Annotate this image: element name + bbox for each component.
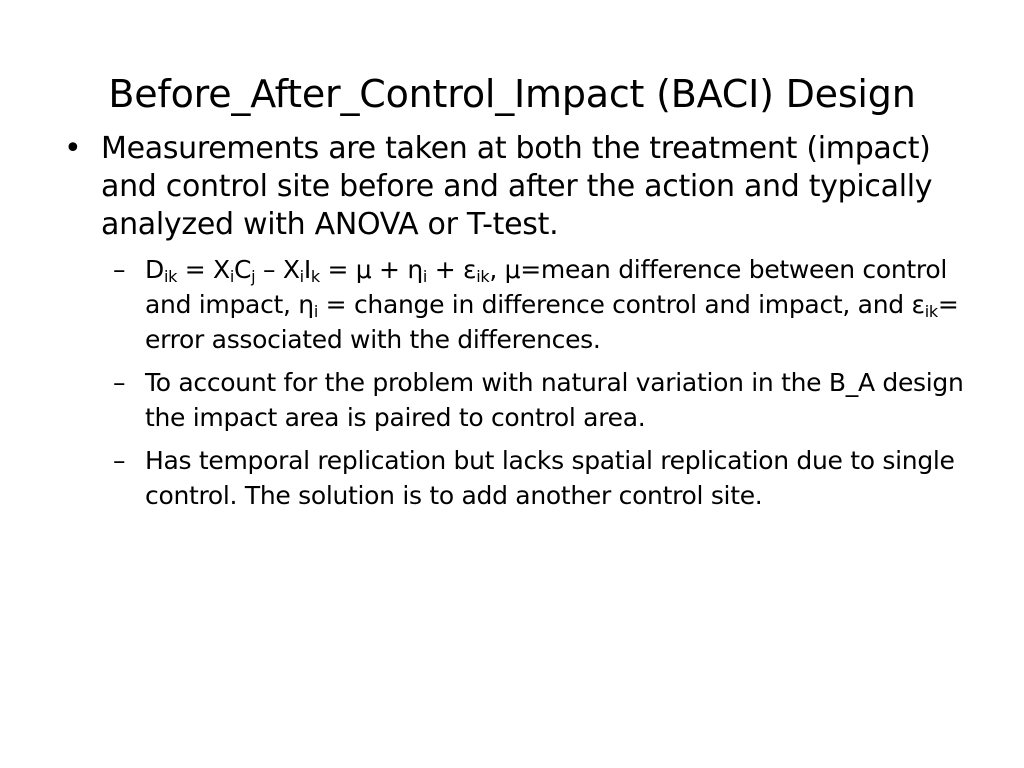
sub-bullet-list: [56, 252, 976, 513]
sub-bullet-natural-variation: [101, 365, 976, 435]
formula-eta2-sub: i: [313, 302, 319, 321]
slide-title: Before_After_Control_Impact (BACI) Design: [108, 72, 916, 116]
formula-bullet: [101, 252, 976, 357]
sub-bullet-marker: –: [113, 368, 126, 397]
formula-dash: – X: [255, 255, 300, 284]
main-bullet-text: Measurements are taken at both the treatment (impact) and control site before and after the action and typically analyzed with ANOVA or T-test.: [101, 131, 933, 242]
formula-plus: + ε: [427, 255, 477, 284]
formula-i: I: [303, 255, 311, 284]
sub-bullet-text: Has temporal replication but lacks spatial replication due to single control. The solution is to add another control site.: [145, 446, 955, 510]
main-bullet: [56, 130, 976, 244]
bullet-marker: •: [64, 131, 82, 166]
formula-i-sub: k: [310, 267, 320, 286]
slide-body: [56, 130, 976, 521]
formula-c: C: [234, 255, 252, 284]
formula-eq1: = X: [177, 255, 230, 284]
formula-c-sub: j: [251, 267, 256, 286]
formula-eps2-sub: ik: [924, 302, 938, 321]
sub-bullet-text: To account for the problem with natural variation in the B_A design the impact area is paired to control area.: [145, 368, 964, 432]
sub-bullet-marker: –: [113, 446, 126, 475]
formula-eps-sub: ik: [476, 267, 490, 286]
formula-text: [145, 255, 958, 354]
sub-bullet-replication: [101, 443, 976, 513]
sub-bullet-marker: –: [113, 255, 126, 284]
formula-eta-sub: i: [422, 267, 428, 286]
formula-text3: = error associated with the differences.: [145, 290, 959, 354]
formula-d-sub: ik: [163, 267, 178, 286]
formula-x1-sub: i: [229, 267, 235, 286]
formula-text2: = change in difference control and impact, and ε: [318, 290, 925, 319]
formula-d: D: [145, 255, 164, 284]
formula-text1: , μ=mean difference between control and impact, η: [145, 255, 947, 319]
formula-x2-sub: i: [299, 267, 304, 286]
formula-eq2: = μ + η: [319, 255, 423, 284]
